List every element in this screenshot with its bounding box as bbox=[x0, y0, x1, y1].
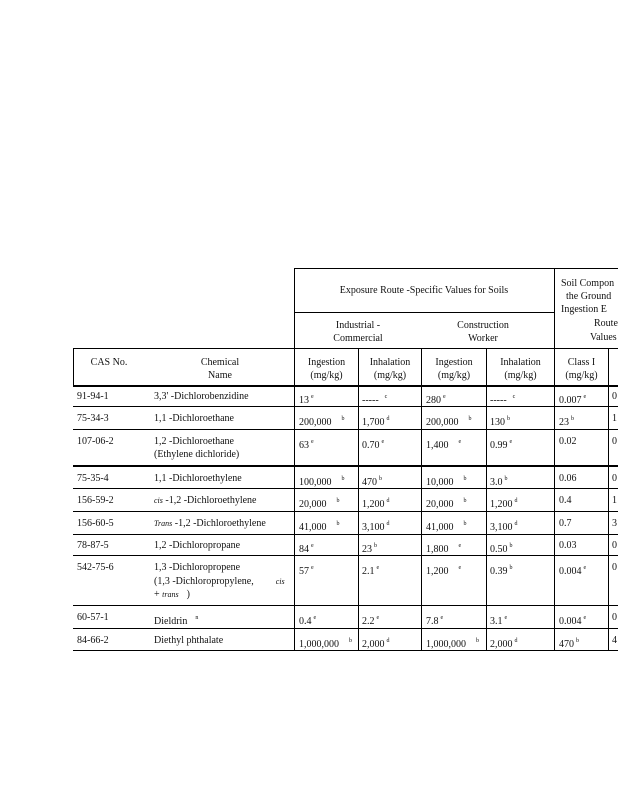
cell-cas: 75-35-4 bbox=[77, 473, 109, 484]
soil-component-header: Route bbox=[594, 318, 618, 329]
rule bbox=[294, 268, 295, 651]
cell-cas: 75-34-3 bbox=[77, 413, 109, 424]
col-header-ingestion-ic: Ingestion bbox=[307, 357, 346, 368]
cell-ingestion-cw: 41,000 $^b$ bbox=[426, 521, 467, 533]
cell-ingestion-ic: 41,000 $^b$ bbox=[299, 521, 340, 533]
cell-cas: 78-87-5 bbox=[77, 540, 109, 551]
rule bbox=[358, 348, 359, 651]
cell-ingestion-ic: 63 $^e$ bbox=[299, 439, 314, 451]
rule bbox=[73, 385, 618, 387]
cell-next: 0 bbox=[612, 391, 617, 402]
cell-chemical: 1,1 -Dichloroethylene bbox=[154, 473, 242, 484]
rule bbox=[73, 511, 618, 512]
rule bbox=[73, 628, 618, 629]
cell-ingestion-cw: 280 $^e$ bbox=[426, 394, 446, 406]
cell-next: 3 bbox=[612, 518, 617, 529]
col-header-inhalation-cw: (mg/kg) bbox=[504, 370, 537, 381]
cell-next: 0 bbox=[612, 612, 617, 623]
cell-chemical: Dieldrin $^n$ bbox=[154, 615, 199, 627]
rule bbox=[554, 268, 555, 651]
cell-class1: 0.007 $^e$ bbox=[559, 394, 587, 406]
cell-inhalation-ic: 470 $^b$ bbox=[362, 476, 382, 488]
col-header-chemical: Chemical bbox=[200, 357, 240, 368]
cell-chemical: 3,3' -Dichlorobenzidine bbox=[154, 391, 249, 402]
cell-inhalation-ic: 1,700 $^d$ bbox=[362, 416, 390, 428]
cell-ingestion-cw: 1,800 $^e$ bbox=[426, 543, 462, 555]
rule bbox=[73, 465, 618, 467]
cell-cas: 107-06-2 bbox=[77, 436, 114, 447]
cell-ingestion-cw: 20,000 $^b$ bbox=[426, 498, 467, 510]
cell-class1: 0.06 bbox=[559, 473, 577, 484]
cell-cas: 60-57-1 bbox=[77, 612, 109, 623]
cell-inhalation-ic: 2,000 $^d$ bbox=[362, 638, 390, 650]
cell-inhalation-cw: 130 $^b$ bbox=[490, 416, 510, 428]
industrial-header: Industrial - bbox=[335, 320, 381, 331]
cell-chemical: (1,3 -Dichloropropylene, cis bbox=[154, 576, 285, 587]
construction-header: Worker bbox=[468, 333, 498, 344]
cell-inhalation-cw: 3.0 $^b$ bbox=[490, 476, 508, 488]
cell-inhalation-cw: 0.99 $^e$ bbox=[490, 439, 513, 451]
cell-inhalation-cw: ----- $^c$ bbox=[490, 394, 516, 406]
cell-class1: 0.02 bbox=[559, 436, 577, 447]
cell-inhalation-ic: 1,200 $^d$ bbox=[362, 498, 390, 510]
cell-chemical: 1,1 -Dichloroethane bbox=[154, 413, 234, 424]
industrial-header: Commercial bbox=[333, 333, 383, 344]
cell-ingestion-cw: 1,400 $^e$ bbox=[426, 439, 462, 451]
cell-class1: 23 $^b$ bbox=[559, 416, 574, 428]
cell-inhalation-ic: 23 $^b$ bbox=[362, 543, 377, 555]
cell-ingestion-ic: 0.4 $^e$ bbox=[299, 615, 317, 627]
rule bbox=[73, 534, 618, 535]
cell-class1: 0.7 bbox=[559, 518, 572, 529]
cell-ingestion-ic: 20,000 $^b$ bbox=[299, 498, 340, 510]
cell-ingestion-cw: 10,000 $^b$ bbox=[426, 476, 467, 488]
cell-chemical: 1,2 -Dichloropropane bbox=[154, 540, 241, 551]
construction-header: Construction bbox=[457, 320, 509, 331]
col-header-inhalation-cw: Inhalation bbox=[500, 357, 541, 368]
soil-component-header: Ingestion E bbox=[561, 304, 607, 315]
cell-inhalation-ic: 2.2 $^e$ bbox=[362, 615, 380, 627]
cell-inhalation-ic: 3,100 $^d$ bbox=[362, 521, 390, 533]
cell-chemical: 1,3 -Dichloropropene bbox=[154, 562, 241, 573]
cell-inhalation-cw: 1,200 $^d$ bbox=[490, 498, 518, 510]
rule bbox=[73, 348, 618, 349]
col-header-ingestion-ic: (mg/kg) bbox=[310, 370, 343, 381]
cell-inhalation-cw: 3.1 $^e$ bbox=[490, 615, 508, 627]
cell-class1: 0.03 bbox=[559, 540, 577, 551]
cell-ingestion-cw: 1,000,000 $^b$ bbox=[426, 638, 479, 650]
cell-chemical: 1,2 -Dichloroethane bbox=[154, 436, 234, 447]
col-header-ingestion-cw: Ingestion bbox=[435, 357, 473, 368]
cell-class1: 0.4 bbox=[559, 495, 572, 506]
cell-inhalation-ic: 0.70 $^e$ bbox=[362, 439, 385, 451]
rule bbox=[294, 268, 618, 269]
rule bbox=[73, 488, 618, 489]
cell-chemical: Diethyl phthalate bbox=[154, 635, 224, 646]
exposure-title: Exposure Route -Specific Values for Soils bbox=[339, 285, 509, 296]
cell-cas: 156-59-2 bbox=[77, 495, 114, 506]
rule bbox=[73, 429, 618, 430]
cell-cas: 84-66-2 bbox=[77, 635, 109, 646]
cell-class1: 0.004 $^e$ bbox=[559, 565, 587, 577]
cell-next: 1 bbox=[612, 413, 617, 424]
cell-chemical: + trans ) bbox=[154, 589, 190, 600]
cell-cas: 156-60-5 bbox=[77, 518, 114, 529]
cell-cas: 91-94-1 bbox=[77, 391, 109, 402]
cell-next: 0 bbox=[612, 436, 617, 447]
cell-inhalation-cw: 3,100 $^d$ bbox=[490, 521, 518, 533]
col-header-cas: CAS No. bbox=[90, 357, 128, 368]
cell-next: 0 bbox=[612, 540, 617, 551]
col-header-chemical: Name bbox=[208, 370, 232, 381]
cell-inhalation-cw: 2,000 $^d$ bbox=[490, 638, 518, 650]
cell-class1: 0.004 $^e$ bbox=[559, 615, 587, 627]
rule bbox=[608, 348, 609, 651]
col-header-ingestion-cw: (mg/kg) bbox=[437, 370, 471, 381]
cell-ingestion-cw: 200,000 $^b$ bbox=[426, 416, 472, 428]
cell-ingestion-cw: 1,200 $^e$ bbox=[426, 565, 462, 577]
cell-inhalation-cw: 0.39 $^b$ bbox=[490, 565, 513, 577]
rule bbox=[73, 406, 618, 407]
col-header-inhalation-ic: (mg/kg) bbox=[373, 370, 407, 381]
cell-next: 0 bbox=[612, 562, 617, 573]
soil-component-header: Soil Compon bbox=[561, 278, 615, 289]
rule bbox=[294, 312, 554, 313]
cell-ingestion-ic: 100,000 $^b$ bbox=[299, 476, 345, 488]
cell-ingestion-ic: 1,000,000 $^b$ bbox=[299, 638, 352, 650]
cell-ingestion-cw: 7.8 $^e$ bbox=[426, 615, 444, 627]
cell-ingestion-ic: 84 $^e$ bbox=[299, 543, 314, 555]
col-header-class1: Class I bbox=[567, 357, 596, 368]
cell-chemical: cis -1,2 -Dichloroethylene bbox=[154, 495, 257, 506]
soil-component-header: the Ground bbox=[566, 291, 612, 302]
cell-cas: 542-75-6 bbox=[77, 562, 114, 573]
cell-inhalation-ic: ----- $^c$ bbox=[362, 394, 388, 406]
soil-component-header: Values bbox=[590, 332, 617, 343]
cell-inhalation-ic: 2.1 $^e$ bbox=[362, 565, 380, 577]
cell-class1: 470 $^b$ bbox=[559, 638, 579, 650]
cell-ingestion-ic: 13 $^e$ bbox=[299, 394, 314, 406]
cell-next: 1 bbox=[612, 495, 617, 506]
col-header-class1: (mg/kg) bbox=[565, 370, 598, 381]
cell-next: 0 bbox=[612, 473, 617, 484]
cell-next: 4 bbox=[612, 635, 617, 646]
cell-ingestion-ic: 57 $^e$ bbox=[299, 565, 314, 577]
rule bbox=[73, 555, 618, 556]
rule bbox=[421, 348, 422, 651]
cell-ingestion-ic: 200,000 $^b$ bbox=[299, 416, 345, 428]
cell-inhalation-cw: 0.50 $^b$ bbox=[490, 543, 513, 555]
rule bbox=[486, 348, 487, 651]
rule bbox=[73, 605, 618, 606]
cell-chemical: (Ethylene dichloride) bbox=[154, 449, 240, 460]
col-header-inhalation-ic: Inhalation bbox=[369, 357, 411, 368]
cell-chemical: Trans -1,2 -Dichloroethylene bbox=[154, 518, 266, 529]
